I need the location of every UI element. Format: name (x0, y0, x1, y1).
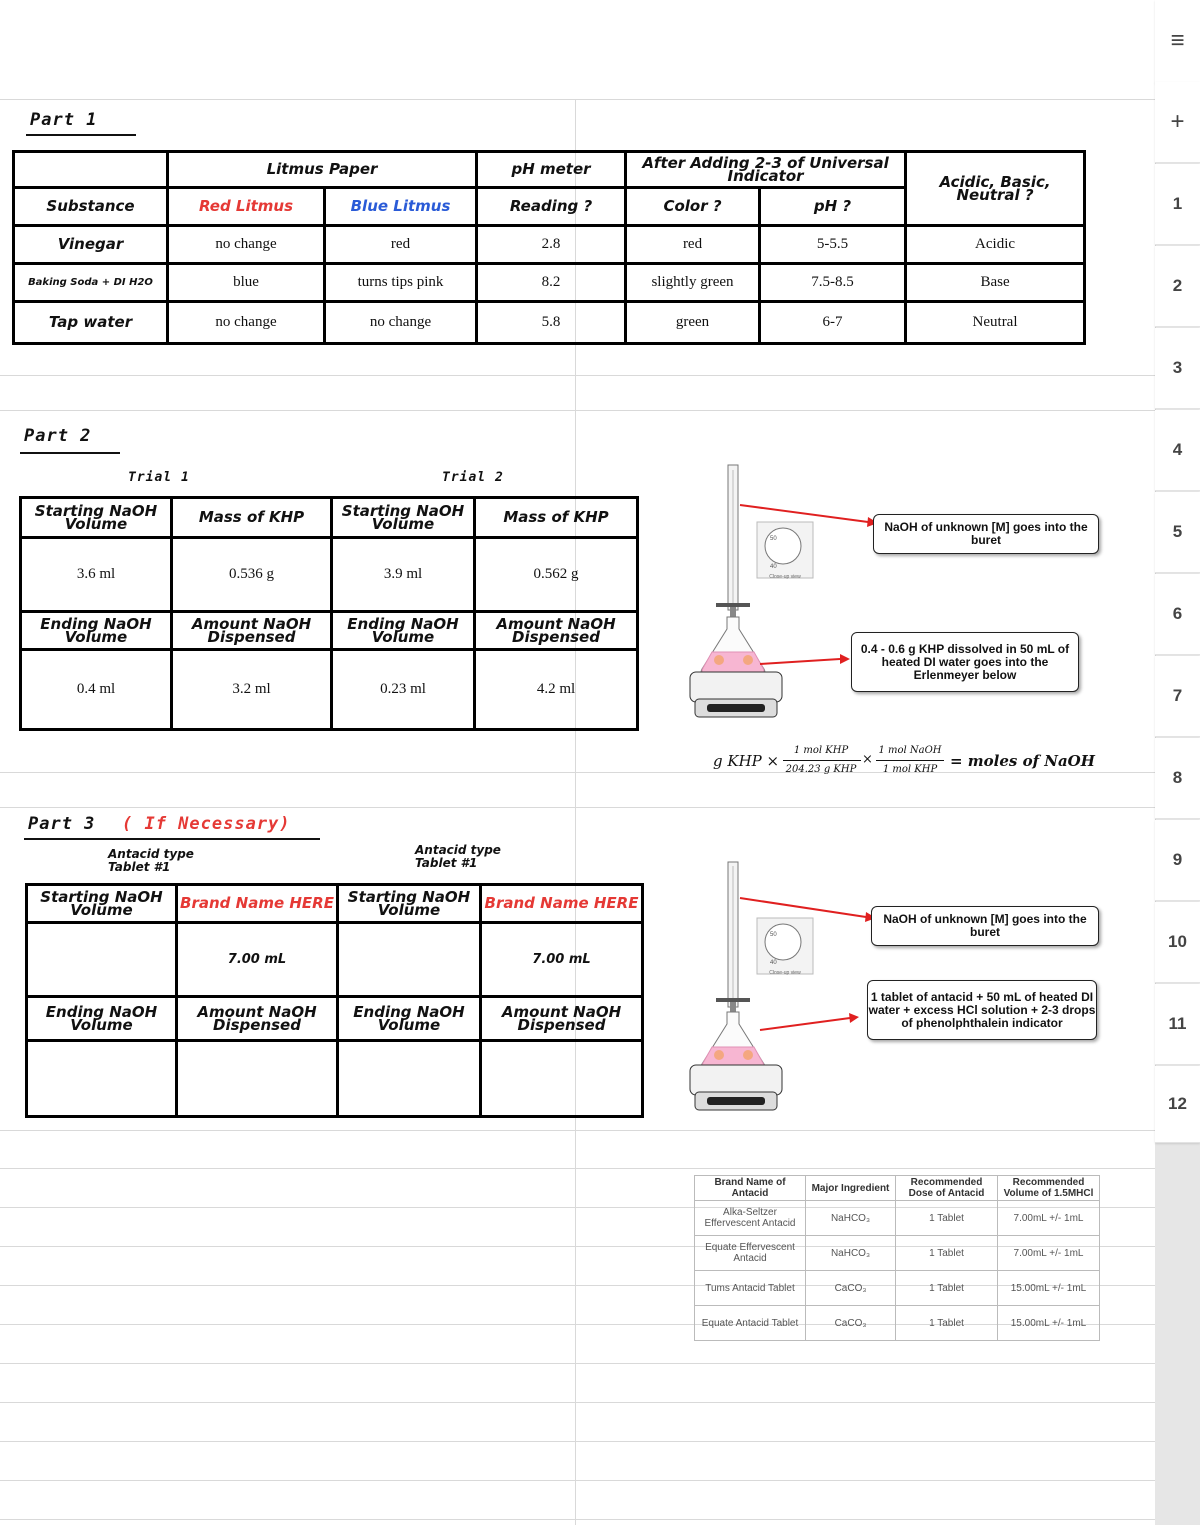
callout-antacid: 1 tablet of antacid + 50 mL of heated DI water + excess HCl solution + 2-3 drops of phenolphthalein indicator (867, 980, 1097, 1040)
closeup-mark: 50 (770, 932, 777, 938)
brand-cell: Tums Antacid Tablet (695, 1271, 806, 1306)
ph-header: pH ? (760, 188, 906, 226)
trial2-amount-cell: 4.2 ml (475, 650, 638, 730)
brand-cell: Equate Antacid Tablet (695, 1306, 806, 1341)
closeup-label: Close-up view (769, 574, 801, 580)
formula-rhs: = moles of NaOH (950, 752, 1095, 770)
dose-cell: 1 Tablet (896, 1306, 998, 1341)
mass-khp-header: Mass of KHP (172, 498, 332, 538)
ending-volume-header: Ending NaOH Volume (27, 997, 177, 1041)
amount-dispensed-header: Amount NaOH Dispensed (177, 997, 338, 1041)
blue-litmus-cell: red (325, 226, 477, 264)
trial2-end-cell: 0.23 ml (332, 650, 475, 730)
ending-volume-header: Ending NaOH Volume (332, 612, 475, 650)
ph-cell: 6-7 (760, 302, 906, 344)
table-header: Recommended Volume of 1.5MHCl (998, 1176, 1100, 1201)
ph-meter-header: pH meter (477, 152, 626, 188)
ending-volume-header: Ending NaOH Volume (338, 997, 481, 1041)
reading-cell: 8.2 (477, 264, 626, 302)
trial1-amount-cell: 3.2 ml (172, 650, 332, 730)
table-row (695, 1236, 1100, 1271)
fraction-bar (876, 760, 944, 761)
trial1-mass-cell: 0.536 g (172, 538, 332, 612)
page-thumb-12[interactable]: 12 (1155, 1066, 1200, 1143)
universal-indicator-header: After Adding 2-3 of Universal Indicator (626, 152, 906, 188)
starting-volume-header: Starting NaOH Volume (332, 498, 475, 538)
volume-cell: 7.00mL +/- 1mL (998, 1236, 1100, 1271)
amount-dispensed-header: Amount NaOH Dispensed (481, 997, 643, 1041)
volume-cell: 15.00mL +/- 1mL (998, 1271, 1100, 1306)
table-header: Major Ingredient (806, 1176, 896, 1201)
trial1-end-cell: 0.4 ml (21, 650, 172, 730)
closeup-label: Close-up view (769, 970, 801, 976)
closeup-mark: 40 (770, 960, 777, 966)
ingredient-cell: CaCO₃ (806, 1271, 896, 1306)
starting-volume-header: Starting NaOH Volume (338, 885, 481, 923)
antacid-label: Antacid type Tablet #1 (108, 847, 194, 874)
page-thumb-4[interactable]: 4 (1155, 410, 1200, 491)
substance-cell: Tap water (14, 302, 168, 344)
brand-name-header: Brand Name HERE (177, 885, 338, 923)
trial1-brand-cell: 7.00 mL (177, 923, 338, 997)
trial1-start-cell: 3.6 ml (21, 538, 172, 612)
brand-cell: Alka-Seltzer Effervescent Antacid (695, 1201, 806, 1236)
callout-buret: NaOH of unknown [M] goes into the buret (873, 514, 1099, 554)
blue-litmus-cell: turns tips pink (325, 264, 477, 302)
titration-apparatus-2 (690, 862, 876, 1110)
red-litmus-cell: blue (168, 264, 325, 302)
starting-volume-header: Starting NaOH Volume (27, 885, 177, 923)
type-cell: Acidic (906, 226, 1085, 264)
litmus-header: Litmus Paper (168, 152, 477, 188)
page-sidebar (1155, 0, 1200, 1525)
color-cell: slightly green (626, 264, 760, 302)
type-cell: Neutral (906, 302, 1085, 344)
page-thumb-2[interactable]: 2 (1155, 246, 1200, 327)
page-thumb-10[interactable]: 10 (1155, 902, 1200, 983)
callout-erlenmeyer: 0.4 - 0.6 g KHP dissolved in 50 mL of heated DI water goes into the Erlenmeyer below (851, 632, 1079, 692)
page-thumb-3[interactable]: 3 (1155, 328, 1200, 409)
ingredient-cell: CaCO₃ (806, 1306, 896, 1341)
color-cell: green (626, 302, 760, 344)
table-row (695, 1271, 1100, 1306)
page-thumb-9[interactable]: 9 (1155, 820, 1200, 901)
page-thumb-7[interactable]: 7 (1155, 656, 1200, 737)
antacid-label: Antacid type Tablet #1 (415, 843, 501, 870)
red-litmus-cell: no change (168, 302, 325, 344)
menu-icon[interactable]: ≡ (1155, 0, 1200, 83)
part3-heading: Part 3 (28, 814, 96, 834)
blue-litmus-header: Blue Litmus (325, 188, 477, 226)
titration-apparatus-1 (690, 465, 878, 717)
substance-cell: Baking Soda + DI H2O (14, 264, 168, 302)
closeup-mark: 50 (770, 536, 777, 542)
color-header: Color ? (626, 188, 760, 226)
mass-khp-header: Mass of KHP (475, 498, 638, 538)
volume-cell: 15.00mL +/- 1mL (998, 1306, 1100, 1341)
part2-heading: Part 2 (24, 426, 92, 446)
reading-header: Reading ? (477, 188, 626, 226)
table-row (695, 1201, 1100, 1236)
ending-volume-header: Ending NaOH Volume (21, 612, 172, 650)
substance-header: Substance (14, 188, 168, 226)
trial2-brand-cell: 7.00 mL (481, 923, 643, 997)
part1-heading: Part 1 (30, 110, 98, 130)
type-cell: Base (906, 264, 1085, 302)
page-thumb-8[interactable]: 8 (1155, 738, 1200, 819)
fraction-bar (783, 760, 861, 761)
callout-buret: NaOH of unknown [M] goes into the buret (871, 906, 1099, 946)
ph-cell: 7.5-8.5 (760, 264, 906, 302)
formula-denominator: 204.23 g KHP (785, 764, 857, 775)
brand-name-header: Brand Name HERE (481, 885, 643, 923)
closeup-mark: 40 (770, 564, 777, 570)
antacid-reference-table (694, 1175, 1100, 1341)
reading-cell: 5.8 (477, 302, 626, 344)
reading-cell: 2.8 (477, 226, 626, 264)
blue-litmus-cell: no change (325, 302, 477, 344)
red-litmus-cell: no change (168, 226, 325, 264)
add-page-icon[interactable]: + (1155, 82, 1200, 163)
dose-cell: 1 Tablet (896, 1271, 998, 1306)
ingredient-cell: NaHCO₃ (806, 1236, 896, 1271)
brand-cell: Equate Effervescent Antacid (695, 1236, 806, 1271)
trial2-mass-cell: 0.562 g (475, 538, 638, 612)
trial2-start-cell: 3.9 ml (332, 538, 475, 612)
starting-volume-header: Starting NaOH Volume (21, 498, 172, 538)
page-thumb-5[interactable]: 5 (1155, 492, 1200, 573)
red-litmus-header: Red Litmus (168, 188, 325, 226)
formula-denominator: 1 mol KHP (882, 764, 938, 775)
ingredient-cell: NaHCO₃ (806, 1201, 896, 1236)
acidic-basic-header: Acidic, Basic, Neutral ? (906, 152, 1085, 226)
table-header: Brand Name of Antacid (695, 1176, 806, 1201)
trial1-label: Trial 1 (128, 470, 190, 485)
formula-lhs: g KHP × (713, 752, 780, 770)
volume-cell: 7.00mL +/- 1mL (998, 1201, 1100, 1236)
formula-numerator: 1 mol KHP (793, 745, 849, 756)
ph-cell: 5-5.5 (760, 226, 906, 264)
substance-cell: Vinegar (14, 226, 168, 264)
page-thumb-11[interactable]: 11 (1155, 984, 1200, 1065)
trial2-label: Trial 2 (442, 470, 504, 485)
page-thumb-1[interactable]: 1 (1155, 164, 1200, 245)
amount-dispensed-header: Amount NaOH Dispensed (475, 612, 638, 650)
dose-cell: 1 Tablet (896, 1201, 998, 1236)
page-thumb-6[interactable]: 6 (1155, 574, 1200, 655)
amount-dispensed-header: Amount NaOH Dispensed (172, 612, 332, 650)
formula-numerator: 1 mol NaOH (878, 745, 942, 756)
table-header: Recommended Dose of Antacid (896, 1176, 998, 1201)
color-cell: red (626, 226, 760, 264)
table-row (695, 1306, 1100, 1341)
dose-cell: 1 Tablet (896, 1236, 998, 1271)
formula-times: × (862, 752, 873, 767)
part3-note: ( If Necessary) (122, 814, 291, 834)
